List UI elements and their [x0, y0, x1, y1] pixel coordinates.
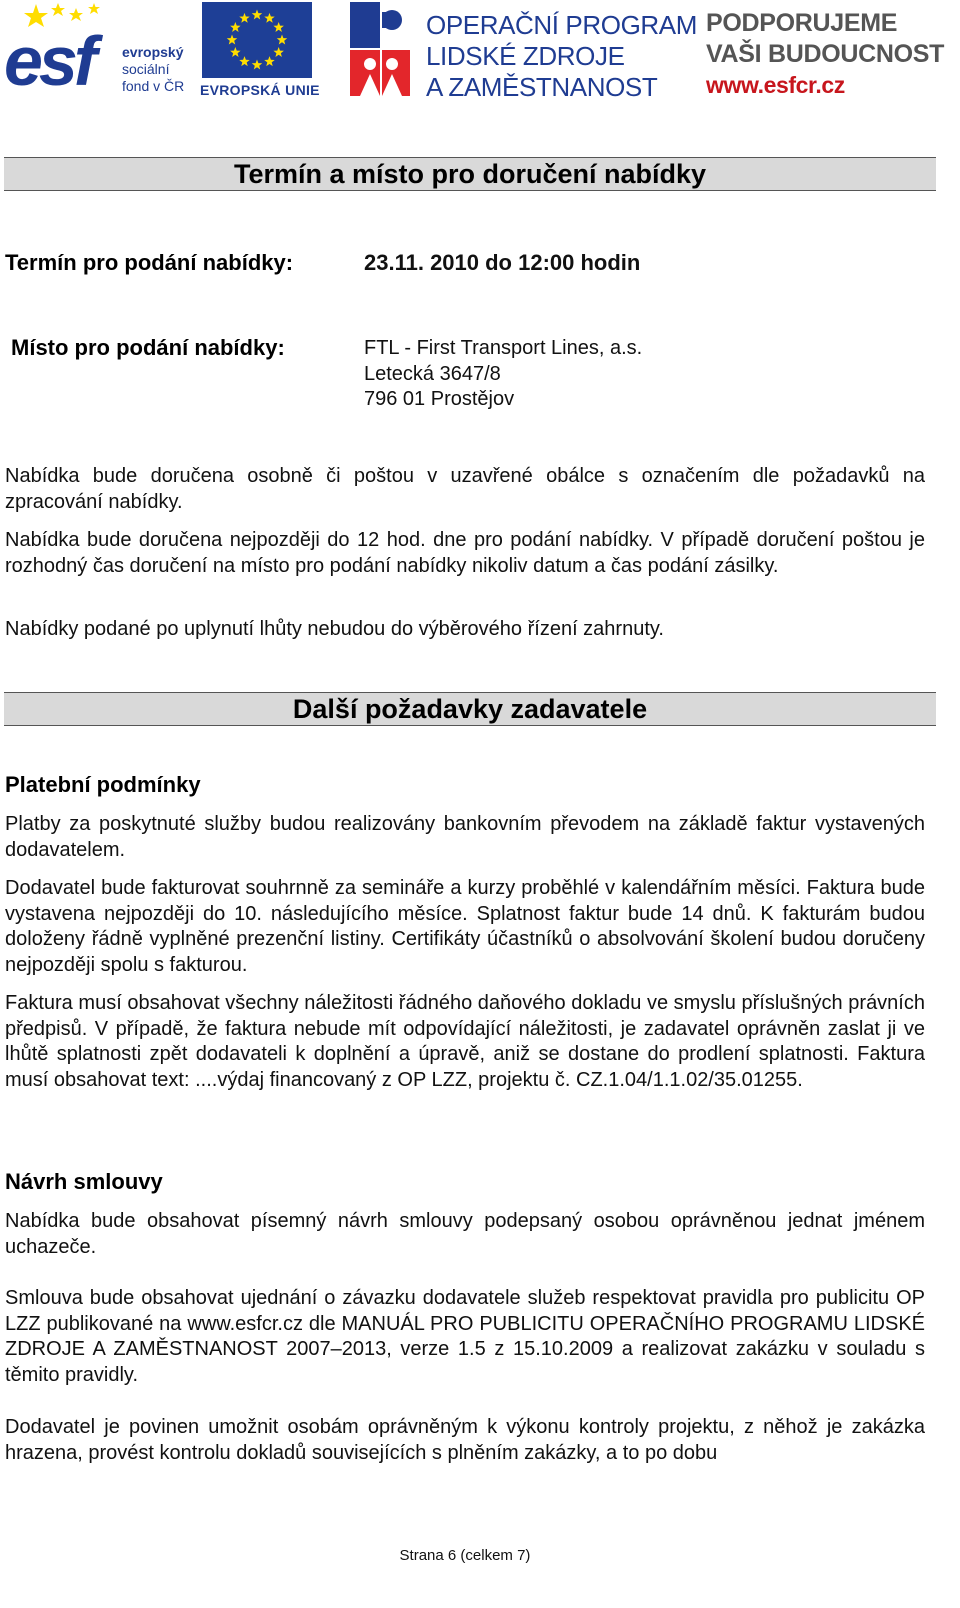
- eu-star: [230, 22, 240, 32]
- esf-line2: sociální: [122, 61, 170, 77]
- payment-heading: Platební podmínky: [5, 772, 201, 797]
- eu-logo: [200, 2, 320, 100]
- eu-label: EVROPSKÁ UNIE: [200, 82, 320, 98]
- place-label: Místo pro podání nabídky:: [11, 335, 285, 360]
- payment-paragraph-2: Dodavatel bude fakturovat souhrnně za semináře a kurzy proběhlé v kalendářním měsíci. Faktura bude vystavena nejpozději do 10. následujícího měsíce. Splatnost faktur bude 14 dnů. K fakturám budou doloženy řádně vyplněné prezenční listiny. Certifikáty účastníků o absolvování školení budou doručeny nejpozději spolu s fakturou.: [5, 877, 925, 976]
- paragraph-delivery-2: Nabídka bude doručena nejpozději do 12 hod. dne pro podání nabídky. V případě doručení poštou je rozhodný čas doručení na místo pro podání nabídky nikoliv datum a čas podání zásilky.: [5, 529, 925, 577]
- puzzle-people-icon: [348, 2, 412, 98]
- oplz-line2: LIDSKÉ ZDROJE: [426, 41, 625, 71]
- deadline-value: 23.11. 2010 do 12:00 hodin: [364, 250, 641, 275]
- logo-bar: [0, 0, 960, 104]
- oplz-text: [426, 10, 697, 103]
- support-line2: VAŠI BUDOUCNOST: [706, 40, 945, 68]
- deadline-label: Termín pro podání nabídky:: [5, 250, 294, 275]
- oplz-logo: [348, 2, 697, 102]
- contract-paragraph-1: Nabídka bude obsahovat písemný návrh smlouvy podepsaný osobou oprávněnou jednat jménem uchazeče.: [5, 1210, 925, 1258]
- eu-star: [239, 56, 249, 66]
- eu-star: [252, 60, 262, 70]
- esf-line3: fond v ČR: [122, 78, 185, 94]
- support-url: www.esfcr.cz: [706, 72, 845, 98]
- contract-heading: Návrh smlouvy: [5, 1169, 163, 1194]
- place-line-street: Letecká 3647/8: [364, 362, 501, 385]
- place-address: [364, 336, 642, 413]
- support-line1: PODPORUJEME: [706, 9, 898, 37]
- eu-star: [264, 56, 274, 66]
- eu-flag-icon: [202, 2, 312, 78]
- section-title-requirements: Další požadavky zadavatele: [4, 692, 936, 726]
- page-number: Strana 6 (celkem 7): [399, 1547, 531, 1564]
- paragraph-delivery-1: Nabídka bude doručena osobně či poštou v uzavřené obálce s označením dle požadavků na zpracování nabídky.: [5, 465, 925, 513]
- eu-star: [227, 35, 237, 45]
- eu-star: [264, 13, 274, 23]
- eu-star: [252, 10, 262, 20]
- place-line-company: FTL - First Transport Lines, a.s.: [364, 337, 643, 359]
- contract-paragraph-3: Dodavatel je povinen umožnit osobám oprávněným k výkonu kontroly projektu, z něhož je zakázka hrazena, provést kontrolu dokladů souvisejících s plněním zakázky, a to po dobu: [5, 1416, 925, 1464]
- paragraph-delivery-3: Nabídky podané po uplynutí lhůty nebudou do výběrového řízení zahrnuty.: [5, 618, 664, 640]
- section-title-delivery: Termín a místo pro doručení nabídky: [4, 157, 936, 191]
- contract-paragraph-2: Smlouva bude obsahovat ujednání o závazku dodavatele služeb respektovat pravidla pro publicitu OP LZZ publikované na www.esfcr.cz dle MANUÁL PRO PUBLICITU OPERAČNÍHO PROGRAMU LIDSKÉ ZDROJE A ZAMĚSTNANOST 2007–2013, verze 1.5 z 15.10.2009 a realizovat zakázku v souladu s těmito pravidly.: [5, 1287, 925, 1386]
- eu-star: [273, 47, 283, 57]
- payment-paragraph-3: Faktura musí obsahovat všechny náležitosti řádného daňového dokladu ve smyslu příslušných právních předpisů. V případě, že faktura nebude mít odpovídající náležitosti, je zadavatel oprávněn zaslat ji ve lhůtě splatnosti zpět dodavateli k doplnění a úpravě, aniž se dostane do prodlení splatnosti. Faktura musí obsahovat text: ....výdaj financovaný z OP LZZ, projektu č. CZ.1.04/1.1.02/35.01255.: [5, 992, 925, 1091]
- payment-paragraph-1: Platby za poskytnuté služby budou realizovány bankovním převodem na základě faktur vystavených dodavatelem.: [5, 813, 925, 861]
- place-line-city: 796 01 Prostějov: [364, 388, 515, 411]
- oplz-line3: A ZAMĚSTNANOST: [426, 72, 658, 102]
- support-slogan: [706, 8, 956, 100]
- esf-logo: [4, 2, 192, 100]
- oplz-line1: OPERAČNÍ PROGRAM: [426, 10, 697, 40]
- eu-star: [273, 22, 283, 32]
- esf-subtitle: [122, 44, 184, 95]
- esf-wordmark: esf: [4, 22, 94, 100]
- eu-star: [239, 13, 249, 23]
- esf-line1: evropský: [122, 44, 184, 60]
- eu-star: [230, 47, 240, 57]
- eu-star: [277, 35, 287, 45]
